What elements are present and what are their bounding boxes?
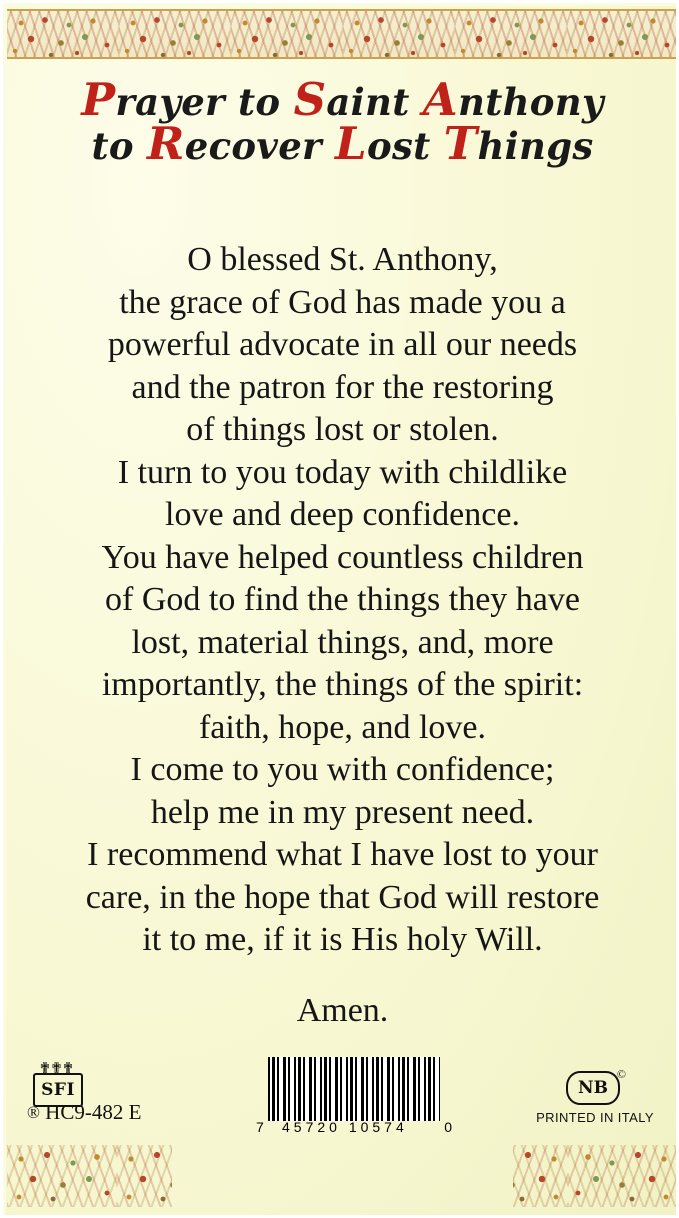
nb-logo-icon (566, 1067, 626, 1105)
barcode-right-digit: 0 (444, 1119, 452, 1135)
title-cap-p: P (81, 73, 116, 126)
page-title (3, 73, 679, 170)
registered-trademark-icon: ® (27, 1103, 40, 1122)
printed-in-label: PRINTED IN ITALY (536, 1110, 654, 1125)
title-line-2: to Recover Lost Things (91, 116, 594, 170)
title-cap-s: S (293, 73, 327, 126)
barcode-bars (268, 1057, 440, 1121)
cross-ornament-icon: ✟✟✟ (38, 1061, 74, 1077)
prayer-line: I recommend what I have lost to your (87, 836, 598, 873)
prayer-line: You have helped countless children (101, 538, 584, 576)
prayer-line: faith, hope, and love. (198, 708, 487, 746)
copyright-icon: © (616, 1067, 626, 1081)
prayer-line: and the patron for the restoring (131, 368, 554, 406)
item-code-value: HC9-482 E (45, 1100, 142, 1124)
prayer-line: of things lost or stolen. (186, 411, 499, 448)
sfi-logo-icon (29, 1061, 83, 1105)
barcode-digits (256, 1117, 452, 1135)
title-cap-t: T (443, 116, 478, 170)
item-code (27, 1100, 141, 1125)
prayer-line: importantly, the things of the spirit: (101, 666, 584, 703)
ornament-pattern-bottom-left (7, 1145, 172, 1207)
ornament-pattern-bottom-right (513, 1145, 678, 1207)
prayer-text (19, 239, 666, 1032)
prayer-line: it to me, if it is His holy Will. (142, 921, 543, 958)
ornament-pattern-top (7, 9, 678, 59)
prayer-line: help me in my present need. (150, 793, 535, 831)
title-cap-a: A (422, 73, 459, 126)
title-line-1: Prayer to Saint Anthony (81, 73, 604, 126)
card-footer (3, 1041, 679, 1149)
title-cap-r: R (147, 116, 185, 170)
prayer-line: O blessed St. Anthony, (187, 241, 498, 278)
prayer-line: powerful advocate in all our needs (107, 326, 578, 363)
ornamental-border-bottom (7, 1145, 678, 1207)
ornamental-border-top (7, 9, 678, 59)
barcode-left-digit: 7 (256, 1119, 264, 1135)
prayer-line: lost, material things, and, more (131, 623, 554, 661)
prayer-amen: Amen. (296, 991, 389, 1029)
prayer-line: I come to you with confidence; (130, 751, 555, 788)
prayer-line: the grace of God has made you a (119, 283, 566, 321)
prayer-line: care, in the hope that God will restore (85, 878, 600, 916)
prayer-line: love and deep confidence. (165, 496, 520, 533)
sfi-logo-text: SFI (33, 1073, 83, 1107)
barcode-main-digits: 45720 10574 (282, 1119, 408, 1135)
nb-logo-text: NB (566, 1071, 620, 1105)
prayer-line: of God to find the things they have (105, 581, 580, 618)
barcode (256, 1057, 452, 1135)
title-cap-l: L (335, 116, 367, 170)
prayer-line: I turn to you today with childlike (117, 453, 568, 491)
